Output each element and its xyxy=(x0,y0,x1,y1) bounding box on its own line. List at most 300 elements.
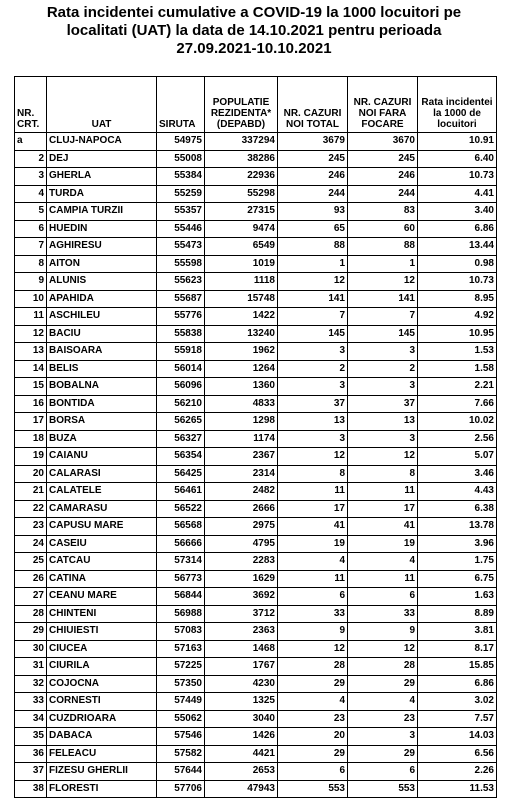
cell-rata: 15.85 xyxy=(418,658,497,676)
cell-cazuri-fara-focare: 6 xyxy=(348,763,418,781)
cell-cazuri-fara-focare: 3 xyxy=(348,378,418,396)
table-row xyxy=(15,185,497,203)
cell-nr: 13 xyxy=(15,343,47,361)
table-row xyxy=(15,430,497,448)
cell-nr: 29 xyxy=(15,623,47,641)
column-header-nr: NR. CRT. xyxy=(15,77,47,133)
table-row xyxy=(15,483,497,501)
cell-rata: 8.17 xyxy=(418,640,497,658)
cell-cazuri-total: 65 xyxy=(278,220,348,238)
cell-siruta: 57644 xyxy=(157,763,205,781)
table-row xyxy=(15,378,497,396)
table-row xyxy=(15,710,497,728)
cell-uat: CLUJ-NAPOCA xyxy=(47,133,157,151)
cell-rata: 4.43 xyxy=(418,483,497,501)
cell-uat: CAMPIA TURZII xyxy=(47,203,157,221)
cell-cazuri-fara-focare: 83 xyxy=(348,203,418,221)
cell-cazuri-total: 11 xyxy=(278,570,348,588)
cell-uat: CALATELE xyxy=(47,483,157,501)
cell-populatie: 1325 xyxy=(205,693,278,711)
cell-populatie: 1629 xyxy=(205,570,278,588)
table-row xyxy=(15,168,497,186)
cell-populatie: 3712 xyxy=(205,605,278,623)
cell-uat: ALUNIS xyxy=(47,273,157,291)
cell-uat: FELEACU xyxy=(47,745,157,763)
cell-siruta: 57449 xyxy=(157,693,205,711)
cell-cazuri-total: 12 xyxy=(278,273,348,291)
cell-uat: BOBALNA xyxy=(47,378,157,396)
cell-nr: 31 xyxy=(15,658,47,676)
cell-uat: AGHIRESU xyxy=(47,238,157,256)
title-line-2: localitati (UAT) la data de 14.10.2021 pentru perioada xyxy=(66,22,442,39)
cell-cazuri-total: 33 xyxy=(278,605,348,623)
cell-rata: 14.03 xyxy=(418,728,497,746)
cell-nr: 12 xyxy=(15,325,47,343)
cell-uat: BUZA xyxy=(47,430,157,448)
cell-siruta: 56096 xyxy=(157,378,205,396)
cell-rata: 10.95 xyxy=(418,325,497,343)
column-header-cazuri-fara-focare: NR. CAZURI NOI FARA FOCARE xyxy=(348,77,418,133)
cell-siruta: 55446 xyxy=(157,220,205,238)
cell-rata: 1.58 xyxy=(418,360,497,378)
cell-populatie: 2666 xyxy=(205,500,278,518)
cell-rata: 3.81 xyxy=(418,623,497,641)
cell-rata: 4.41 xyxy=(418,185,497,203)
cell-rata: 1.53 xyxy=(418,343,497,361)
table-row xyxy=(15,448,497,466)
cell-cazuri-total: 141 xyxy=(278,290,348,308)
cell-cazuri-total: 4 xyxy=(278,553,348,571)
cell-uat: FLORESTI xyxy=(47,780,157,798)
cell-nr: 34 xyxy=(15,710,47,728)
table-row xyxy=(15,255,497,273)
table-row xyxy=(15,763,497,781)
column-header-populatie: POPULATIE REZIDENTA* (DEPABD) xyxy=(205,77,278,133)
cell-cazuri-total: 19 xyxy=(278,535,348,553)
cell-cazuri-total: 9 xyxy=(278,623,348,641)
cell-nr: 19 xyxy=(15,448,47,466)
cell-uat: CAIANU xyxy=(47,448,157,466)
cell-cazuri-total: 12 xyxy=(278,640,348,658)
table-row xyxy=(15,150,497,168)
cell-rata: 7.57 xyxy=(418,710,497,728)
table-row xyxy=(15,203,497,221)
cell-populatie: 4230 xyxy=(205,675,278,693)
cell-nr: 6 xyxy=(15,220,47,238)
cell-cazuri-total: 17 xyxy=(278,500,348,518)
cell-uat: CHIUIESTI xyxy=(47,623,157,641)
cell-siruta: 55384 xyxy=(157,168,205,186)
cell-rata: 3.40 xyxy=(418,203,497,221)
cell-cazuri-total: 2 xyxy=(278,360,348,378)
table-row xyxy=(15,395,497,413)
cell-siruta: 56461 xyxy=(157,483,205,501)
cell-cazuri-total: 3679 xyxy=(278,133,348,151)
cell-populatie: 1174 xyxy=(205,430,278,448)
cell-cazuri-total: 6 xyxy=(278,763,348,781)
cell-cazuri-total: 23 xyxy=(278,710,348,728)
cell-cazuri-fara-focare: 8 xyxy=(348,465,418,483)
cell-siruta: 56988 xyxy=(157,605,205,623)
cell-nr: 26 xyxy=(15,570,47,588)
cell-nr: 37 xyxy=(15,763,47,781)
cell-nr: 30 xyxy=(15,640,47,658)
cell-cazuri-total: 12 xyxy=(278,448,348,466)
cell-uat: BONTIDA xyxy=(47,395,157,413)
cell-populatie: 6549 xyxy=(205,238,278,256)
cell-populatie: 47943 xyxy=(205,780,278,798)
cell-uat: APAHIDA xyxy=(47,290,157,308)
cell-uat: BELIS xyxy=(47,360,157,378)
cell-cazuri-total: 244 xyxy=(278,185,348,203)
cell-populatie: 1426 xyxy=(205,728,278,746)
column-header-siruta: SIRUTA xyxy=(157,77,205,133)
cell-siruta: 55776 xyxy=(157,308,205,326)
cell-populatie: 4833 xyxy=(205,395,278,413)
cell-rata: 2.26 xyxy=(418,763,497,781)
table-row xyxy=(15,518,497,536)
cell-cazuri-fara-focare: 29 xyxy=(348,745,418,763)
cell-cazuri-total: 4 xyxy=(278,693,348,711)
cell-populatie: 13240 xyxy=(205,325,278,343)
cell-siruta: 57706 xyxy=(157,780,205,798)
cell-rata: 5.07 xyxy=(418,448,497,466)
cell-populatie: 27315 xyxy=(205,203,278,221)
cell-cazuri-total: 28 xyxy=(278,658,348,676)
table-row xyxy=(15,745,497,763)
cell-cazuri-fara-focare: 141 xyxy=(348,290,418,308)
cell-siruta: 56354 xyxy=(157,448,205,466)
table-row xyxy=(15,343,497,361)
cell-uat: CATINA xyxy=(47,570,157,588)
cell-siruta: 55687 xyxy=(157,290,205,308)
column-header-cazuri-total: NR. CAZURI NOI TOTAL xyxy=(278,77,348,133)
cell-uat: CEANU MARE xyxy=(47,588,157,606)
cell-uat: CIURILA xyxy=(47,658,157,676)
cell-nr: 36 xyxy=(15,745,47,763)
cell-nr: 9 xyxy=(15,273,47,291)
cell-nr: 27 xyxy=(15,588,47,606)
cell-populatie: 1298 xyxy=(205,413,278,431)
cell-populatie: 3692 xyxy=(205,588,278,606)
cell-nr: 5 xyxy=(15,203,47,221)
cell-siruta: 56522 xyxy=(157,500,205,518)
cell-siruta: 55259 xyxy=(157,185,205,203)
cell-cazuri-fara-focare: 245 xyxy=(348,150,418,168)
cell-cazuri-fara-focare: 1 xyxy=(348,255,418,273)
cell-uat: FIZESU GHERLII xyxy=(47,763,157,781)
cell-cazuri-fara-focare: 17 xyxy=(348,500,418,518)
cell-rata: 6.40 xyxy=(418,150,497,168)
cell-nr: 15 xyxy=(15,378,47,396)
cell-siruta: 56568 xyxy=(157,518,205,536)
table-row xyxy=(15,465,497,483)
cell-uat: AITON xyxy=(47,255,157,273)
table-row xyxy=(15,413,497,431)
cell-rata: 7.66 xyxy=(418,395,497,413)
table-row xyxy=(15,728,497,746)
cell-nr: 8 xyxy=(15,255,47,273)
cell-nr: 17 xyxy=(15,413,47,431)
column-header-rata: Rata incidentei la 1000 de locuitori xyxy=(418,77,497,133)
cell-siruta: 56014 xyxy=(157,360,205,378)
cell-siruta: 56327 xyxy=(157,430,205,448)
cell-cazuri-total: 37 xyxy=(278,395,348,413)
cell-cazuri-fara-focare: 12 xyxy=(348,448,418,466)
cell-nr: a xyxy=(15,133,47,151)
table-row xyxy=(15,605,497,623)
table-row xyxy=(15,290,497,308)
cell-populatie: 55298 xyxy=(205,185,278,203)
cell-cazuri-fara-focare: 246 xyxy=(348,168,418,186)
cell-populatie: 337294 xyxy=(205,133,278,151)
cell-cazuri-fara-focare: 13 xyxy=(348,413,418,431)
cell-uat: CHINTENI xyxy=(47,605,157,623)
cell-uat: TURDA xyxy=(47,185,157,203)
table-row xyxy=(15,535,497,553)
table-row xyxy=(15,780,497,798)
cell-nr: 7 xyxy=(15,238,47,256)
cell-nr: 24 xyxy=(15,535,47,553)
cell-cazuri-total: 20 xyxy=(278,728,348,746)
table-row xyxy=(15,675,497,693)
cell-siruta: 55623 xyxy=(157,273,205,291)
cell-rata: 10.73 xyxy=(418,168,497,186)
cell-cazuri-fara-focare: 11 xyxy=(348,570,418,588)
cell-uat: BAISOARA xyxy=(47,343,157,361)
cell-rata: 0.98 xyxy=(418,255,497,273)
cell-cazuri-fara-focare: 3 xyxy=(348,728,418,746)
cell-uat: GHERLA xyxy=(47,168,157,186)
cell-nr: 10 xyxy=(15,290,47,308)
cell-cazuri-total: 13 xyxy=(278,413,348,431)
cell-siruta: 55357 xyxy=(157,203,205,221)
cell-cazuri-total: 29 xyxy=(278,745,348,763)
cell-siruta: 57225 xyxy=(157,658,205,676)
cell-populatie: 1019 xyxy=(205,255,278,273)
cell-populatie: 1767 xyxy=(205,658,278,676)
cell-cazuri-total: 93 xyxy=(278,203,348,221)
cell-siruta: 55598 xyxy=(157,255,205,273)
cell-populatie: 1118 xyxy=(205,273,278,291)
cell-cazuri-total: 246 xyxy=(278,168,348,186)
table-row xyxy=(15,273,497,291)
cell-uat: CUZDRIOARA xyxy=(47,710,157,728)
table-row xyxy=(15,308,497,326)
cell-rata: 13.44 xyxy=(418,238,497,256)
cell-siruta: 57163 xyxy=(157,640,205,658)
cell-populatie: 1264 xyxy=(205,360,278,378)
cell-rata: 10.02 xyxy=(418,413,497,431)
cell-siruta: 56265 xyxy=(157,413,205,431)
cell-populatie: 2975 xyxy=(205,518,278,536)
cell-populatie: 2482 xyxy=(205,483,278,501)
cell-siruta: 56210 xyxy=(157,395,205,413)
title-line-1: Rata incidentei cumulative a COVID-19 la 1000 locuitori pe xyxy=(46,4,462,21)
table-row xyxy=(15,360,497,378)
cell-cazuri-fara-focare: 12 xyxy=(348,640,418,658)
cell-populatie: 4795 xyxy=(205,535,278,553)
incidence-table xyxy=(14,76,497,798)
cell-cazuri-fara-focare: 88 xyxy=(348,238,418,256)
column-header-uat: UAT xyxy=(47,77,157,133)
cell-populatie: 2314 xyxy=(205,465,278,483)
cell-rata: 10.91 xyxy=(418,133,497,151)
cell-siruta: 56425 xyxy=(157,465,205,483)
cell-rata: 6.38 xyxy=(418,500,497,518)
cell-populatie: 2363 xyxy=(205,623,278,641)
cell-populatie: 2367 xyxy=(205,448,278,466)
cell-cazuri-total: 145 xyxy=(278,325,348,343)
cell-cazuri-fara-focare: 23 xyxy=(348,710,418,728)
cell-uat: HUEDIN xyxy=(47,220,157,238)
cell-cazuri-fara-focare: 6 xyxy=(348,588,418,606)
table-row xyxy=(15,553,497,571)
cell-cazuri-fara-focare: 145 xyxy=(348,325,418,343)
table-row xyxy=(15,570,497,588)
cell-nr: 25 xyxy=(15,553,47,571)
cell-cazuri-total: 29 xyxy=(278,675,348,693)
cell-nr: 21 xyxy=(15,483,47,501)
table-row xyxy=(15,640,497,658)
table-row xyxy=(15,588,497,606)
cell-populatie: 22936 xyxy=(205,168,278,186)
cell-rata: 8.89 xyxy=(418,605,497,623)
cell-cazuri-fara-focare: 9 xyxy=(348,623,418,641)
cell-cazuri-fara-focare: 19 xyxy=(348,535,418,553)
cell-nr: 16 xyxy=(15,395,47,413)
cell-rata: 3.46 xyxy=(418,465,497,483)
table-row xyxy=(15,658,497,676)
cell-cazuri-total: 6 xyxy=(278,588,348,606)
cell-cazuri-fara-focare: 3670 xyxy=(348,133,418,151)
cell-cazuri-fara-focare: 7 xyxy=(348,308,418,326)
cell-siruta: 57546 xyxy=(157,728,205,746)
cell-siruta: 57582 xyxy=(157,745,205,763)
cell-rata: 11.53 xyxy=(418,780,497,798)
cell-nr: 14 xyxy=(15,360,47,378)
cell-cazuri-fara-focare: 553 xyxy=(348,780,418,798)
cell-rata: 6.86 xyxy=(418,220,497,238)
cell-uat: DABACA xyxy=(47,728,157,746)
cell-uat: CORNESTI xyxy=(47,693,157,711)
table-row xyxy=(15,133,497,151)
cell-rata: 1.63 xyxy=(418,588,497,606)
cell-populatie: 1962 xyxy=(205,343,278,361)
cell-uat: BORSA xyxy=(47,413,157,431)
cell-nr: 2 xyxy=(15,150,47,168)
cell-cazuri-fara-focare: 29 xyxy=(348,675,418,693)
cell-rata: 6.56 xyxy=(418,745,497,763)
cell-cazuri-fara-focare: 28 xyxy=(348,658,418,676)
cell-cazuri-fara-focare: 3 xyxy=(348,430,418,448)
cell-uat: CASEIU xyxy=(47,535,157,553)
cell-populatie: 9474 xyxy=(205,220,278,238)
cell-uat: CALARASI xyxy=(47,465,157,483)
cell-cazuri-fara-focare: 12 xyxy=(348,273,418,291)
cell-uat: CAPUSU MARE xyxy=(47,518,157,536)
cell-nr: 33 xyxy=(15,693,47,711)
cell-siruta: 55062 xyxy=(157,710,205,728)
table-row xyxy=(15,693,497,711)
cell-uat: BACIU xyxy=(47,325,157,343)
cell-populatie: 38286 xyxy=(205,150,278,168)
cell-siruta: 57350 xyxy=(157,675,205,693)
cell-cazuri-fara-focare: 60 xyxy=(348,220,418,238)
cell-uat: COJOCNA xyxy=(47,675,157,693)
cell-cazuri-total: 3 xyxy=(278,378,348,396)
table-row xyxy=(15,325,497,343)
cell-nr: 18 xyxy=(15,430,47,448)
cell-cazuri-total: 7 xyxy=(278,308,348,326)
cell-siruta: 56773 xyxy=(157,570,205,588)
cell-populatie: 15748 xyxy=(205,290,278,308)
cell-cazuri-fara-focare: 4 xyxy=(348,693,418,711)
cell-uat: DEJ xyxy=(47,150,157,168)
cell-cazuri-total: 88 xyxy=(278,238,348,256)
cell-nr: 22 xyxy=(15,500,47,518)
cell-populatie: 3040 xyxy=(205,710,278,728)
cell-siruta: 54975 xyxy=(157,133,205,151)
cell-populatie: 2653 xyxy=(205,763,278,781)
cell-cazuri-total: 41 xyxy=(278,518,348,536)
cell-cazuri-fara-focare: 11 xyxy=(348,483,418,501)
table-body xyxy=(15,133,497,798)
cell-nr: 4 xyxy=(15,185,47,203)
cell-siruta: 57314 xyxy=(157,553,205,571)
cell-cazuri-fara-focare: 41 xyxy=(348,518,418,536)
cell-nr: 38 xyxy=(15,780,47,798)
cell-populatie: 1468 xyxy=(205,640,278,658)
cell-nr: 20 xyxy=(15,465,47,483)
title-line-3: 27.09.2021-10.10.2021 xyxy=(176,40,332,57)
cell-rata: 6.75 xyxy=(418,570,497,588)
cell-siruta: 55838 xyxy=(157,325,205,343)
table-row xyxy=(15,500,497,518)
cell-uat: ASCHILEU xyxy=(47,308,157,326)
cell-rata: 3.02 xyxy=(418,693,497,711)
cell-nr: 23 xyxy=(15,518,47,536)
cell-cazuri-total: 8 xyxy=(278,465,348,483)
cell-uat: CATCAU xyxy=(47,553,157,571)
cell-rata: 10.73 xyxy=(418,273,497,291)
cell-siruta: 55918 xyxy=(157,343,205,361)
cell-populatie: 2283 xyxy=(205,553,278,571)
cell-cazuri-total: 1 xyxy=(278,255,348,273)
cell-nr: 11 xyxy=(15,308,47,326)
cell-uat: CIUCEA xyxy=(47,640,157,658)
cell-rata: 8.95 xyxy=(418,290,497,308)
cell-siruta: 55473 xyxy=(157,238,205,256)
cell-rata: 4.92 xyxy=(418,308,497,326)
table-header-row xyxy=(15,77,497,133)
cell-siruta: 57083 xyxy=(157,623,205,641)
cell-populatie: 4421 xyxy=(205,745,278,763)
cell-rata: 2.21 xyxy=(418,378,497,396)
cell-cazuri-total: 11 xyxy=(278,483,348,501)
cell-rata: 2.56 xyxy=(418,430,497,448)
cell-cazuri-total: 245 xyxy=(278,150,348,168)
cell-rata: 3.96 xyxy=(418,535,497,553)
cell-cazuri-total: 553 xyxy=(278,780,348,798)
table-row xyxy=(15,238,497,256)
cell-rata: 13.78 xyxy=(418,518,497,536)
cell-cazuri-fara-focare: 2 xyxy=(348,360,418,378)
cell-cazuri-fara-focare: 4 xyxy=(348,553,418,571)
table-row xyxy=(15,220,497,238)
cell-nr: 3 xyxy=(15,168,47,186)
cell-cazuri-fara-focare: 37 xyxy=(348,395,418,413)
